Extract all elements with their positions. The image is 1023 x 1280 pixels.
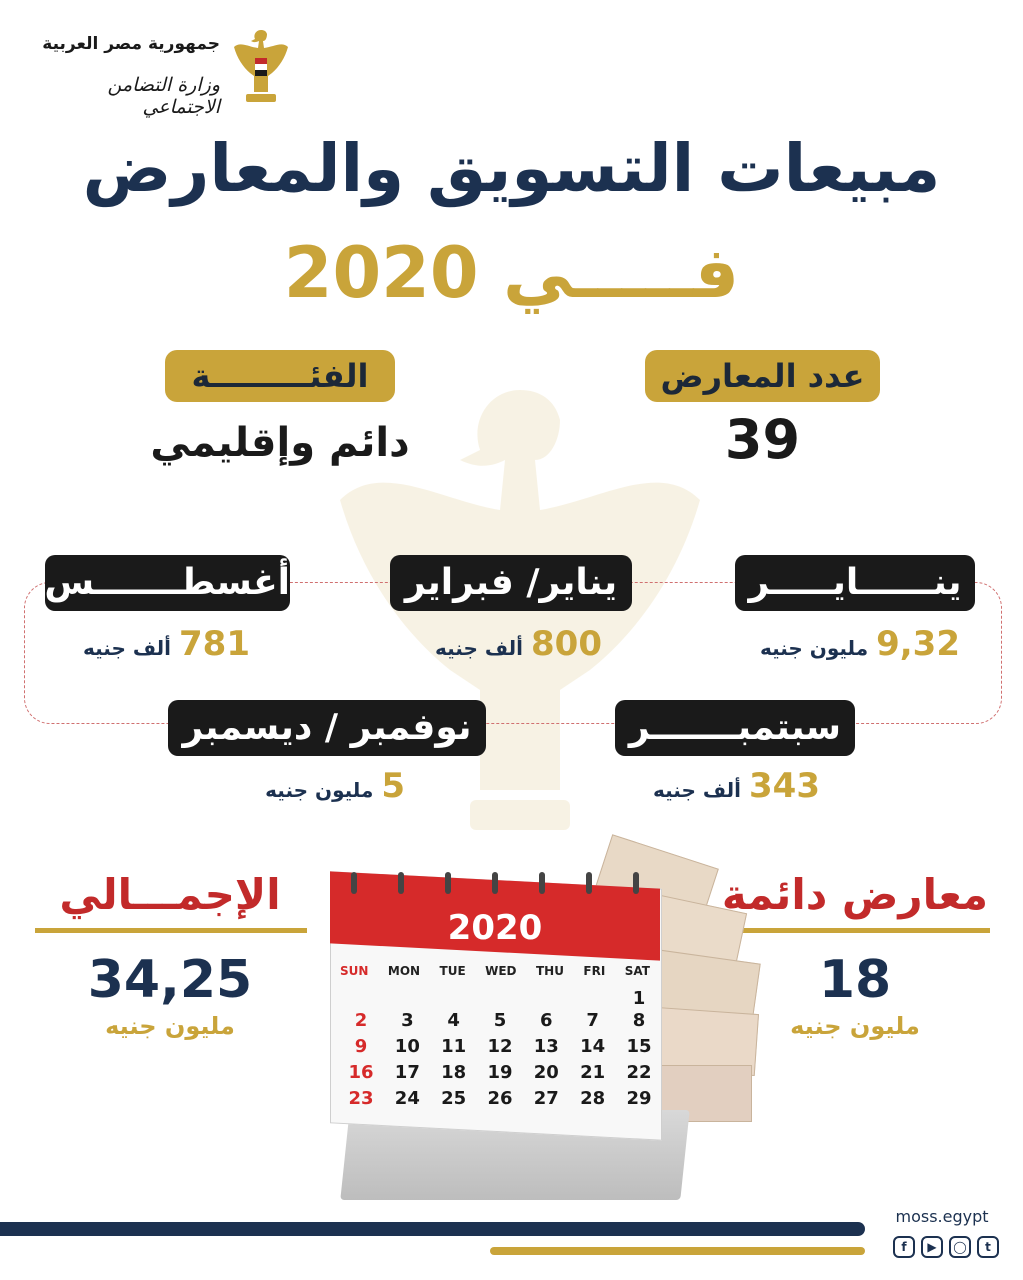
- category-value: دائم وإقليمي: [150, 420, 410, 466]
- weekday: MON: [387, 964, 421, 978]
- total-rule: [35, 928, 307, 933]
- calendar-day: 23: [348, 1088, 374, 1109]
- calendar-week-row: [340, 1088, 660, 1114]
- calendar-day: 10: [394, 1036, 420, 1057]
- month-nov-dec-value: [220, 766, 405, 806]
- social-handle[interactable]: moss.egypt: [895, 1207, 989, 1226]
- calendar-day: 8: [632, 1010, 646, 1031]
- calendar-day: 7: [586, 1010, 599, 1031]
- month-august-amount: 781: [179, 624, 250, 664]
- calendar-week-row: [340, 988, 660, 1010]
- government-name: جمهورية مصر العربية: [42, 34, 220, 54]
- calendar-year: 2020: [447, 908, 543, 948]
- calendar-day: 11: [441, 1036, 467, 1057]
- exhibitions-count-label: عدد المعارض: [645, 350, 880, 402]
- month-jan-feb-label: يناير/ فبراير: [390, 555, 632, 611]
- calendar-day: 4: [447, 1010, 460, 1031]
- month-january-amount: 9,32: [876, 624, 960, 664]
- month-jan-feb-unit: ألف جنيه: [434, 636, 524, 660]
- footer-bar: [0, 1222, 865, 1236]
- calendar-day: 20: [533, 1062, 559, 1083]
- youtube-icon[interactable]: ▶: [921, 1236, 943, 1258]
- calendar-day: 28: [580, 1088, 606, 1109]
- calendar-day: 13: [533, 1036, 559, 1057]
- calendar-day: 18: [441, 1062, 467, 1083]
- calendar-day: 2: [354, 1010, 368, 1031]
- month-september-unit: ألف جنيه: [652, 778, 742, 802]
- calendar-day: 14: [580, 1036, 606, 1057]
- permanent-rule: [720, 928, 990, 933]
- twitter-icon[interactable]: t: [977, 1236, 999, 1258]
- month-september-label: سبتمبـــــــر: [615, 700, 855, 756]
- month-august-value: [60, 624, 250, 664]
- total-label: الإجمـــالي: [59, 870, 281, 919]
- calendar-day: 26: [487, 1088, 513, 1109]
- footer-accent-bar: [490, 1247, 865, 1255]
- calendar-day: 21: [580, 1062, 606, 1083]
- calendar-day: 6: [540, 1010, 553, 1031]
- month-august-unit: ألف جنيه: [82, 636, 172, 660]
- calendar-day: [386, 988, 428, 1010]
- calendar-weekdays: [340, 964, 650, 978]
- facebook-icon[interactable]: f: [893, 1236, 915, 1258]
- month-nov-dec-amount: 5: [381, 766, 405, 806]
- calendar-day: 27: [533, 1088, 559, 1109]
- calendar-day: 17: [394, 1062, 420, 1083]
- total-value: 34,25: [87, 950, 253, 1010]
- calendar-day: 12: [487, 1036, 513, 1057]
- weekday: SAT: [624, 964, 650, 978]
- calendar-day: 9: [354, 1036, 368, 1057]
- page-subtitle: فـــــي 2020: [283, 232, 740, 314]
- weekday: THU: [535, 964, 564, 978]
- weekday: SUN: [340, 964, 369, 978]
- calendar-day: [433, 988, 475, 1010]
- ministry-name: وزارة التضامن الاجتماعي: [107, 74, 220, 118]
- calendar-day: 15: [626, 1036, 652, 1057]
- calendar-day: 16: [348, 1062, 374, 1083]
- exhibitions-count-value: 39: [724, 408, 801, 471]
- calendar-day: 19: [487, 1062, 513, 1083]
- calendar: [320, 880, 710, 1210]
- calendar-day: 29: [626, 1088, 652, 1109]
- permanent-exhibitions-unit: مليون جنيه: [790, 1012, 920, 1040]
- month-january-unit: مليون جنيه: [759, 636, 869, 660]
- calendar-day: 24: [394, 1088, 420, 1109]
- category-label: الفئـــــــــة: [165, 350, 395, 402]
- month-january-label: ينــــــايـــــر: [735, 555, 975, 611]
- page-title: مبيعات التسويق والمعارض: [82, 130, 941, 207]
- month-january-value: [720, 624, 960, 664]
- month-september-amount: 343: [749, 766, 820, 806]
- calendar-day: 1: [632, 988, 646, 1009]
- weekday: WED: [485, 964, 517, 978]
- calendar-grid: [340, 988, 660, 1114]
- calendar-week-row: [340, 1010, 660, 1036]
- total-unit: مليون جنيه: [105, 1012, 235, 1040]
- weekday: FRI: [583, 964, 606, 978]
- month-jan-feb-amount: 800: [531, 624, 602, 664]
- calendar-day: 22: [626, 1062, 652, 1083]
- calendar-day: [525, 988, 567, 1010]
- calendar-week-row: [340, 1062, 660, 1088]
- month-august-label: أغسطـــــــس: [45, 555, 290, 611]
- calendar-day: 3: [401, 1010, 414, 1031]
- calendar-week-row: [340, 1036, 660, 1062]
- permanent-exhibitions-value: 18: [818, 950, 892, 1010]
- month-jan-feb-value: [380, 624, 602, 664]
- month-nov-dec-unit: مليون جنيه: [265, 778, 374, 802]
- instagram-icon[interactable]: ◯: [949, 1236, 971, 1258]
- calendar-day: 5: [493, 1010, 507, 1031]
- calendar-day: [479, 988, 521, 1010]
- calendar-day: 25: [441, 1088, 467, 1109]
- calendar-day: [572, 988, 614, 1010]
- permanent-exhibitions-label: معارض دائمة: [721, 870, 989, 919]
- weekday: TUE: [439, 964, 466, 978]
- eagle-emblem-icon: [232, 26, 290, 106]
- month-nov-dec-label: نوفمبر / ديسمبر: [168, 700, 486, 756]
- month-september-value: [610, 766, 820, 806]
- calendar-day: [340, 988, 382, 1010]
